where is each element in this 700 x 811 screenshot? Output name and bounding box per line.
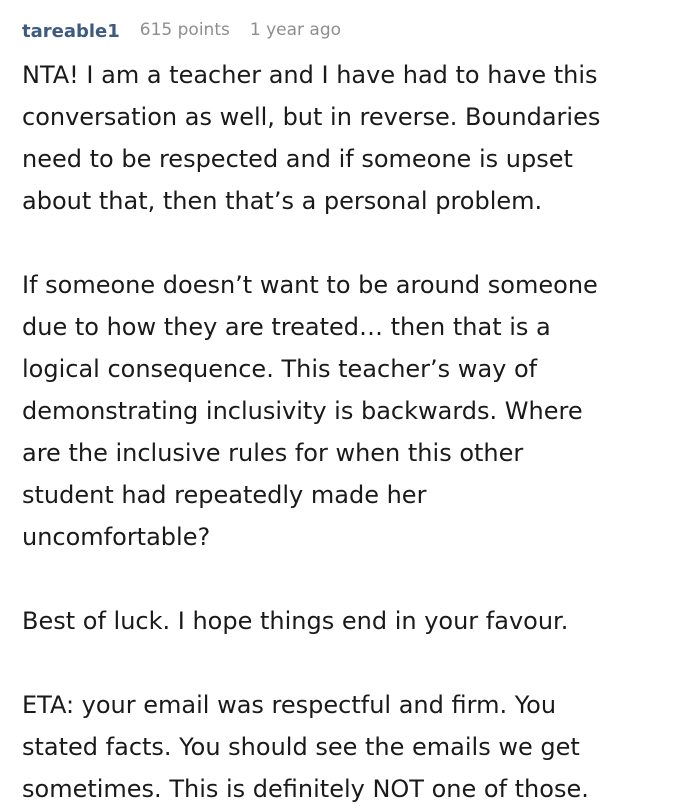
comment-paragraph: Best of luck. I hope things end in your favour. bbox=[22, 607, 569, 635]
comment-paragraph: ETA: your email was respectful and firm. You stated facts. You should see the emails we get sometimes. This is definitely NOT one of those. bbox=[22, 691, 589, 803]
username-link[interactable]: tareable1 bbox=[22, 20, 120, 42]
timestamp: 1 year ago bbox=[249, 20, 342, 40]
comment-body bbox=[22, 54, 694, 810]
comment-paragraph: If someone doesn’t want to be around someone due to how they are treated… then that is a logical consequence. This teacher’s way of demonstrating inclusivity is backwards. Where are the inclusive rules for when this other student had repeatedly made her uncomfortable? bbox=[22, 271, 598, 551]
points-count: 615 points bbox=[139, 20, 230, 40]
comment-paragraph: NTA! I am a teacher and I have had to have this conversation as well, but in reverse. Boundaries need to be respected and if someone is upset about that, then that’s a personal problem. bbox=[22, 61, 601, 215]
comment bbox=[22, 0, 694, 810]
comment-meta bbox=[22, 0, 694, 60]
